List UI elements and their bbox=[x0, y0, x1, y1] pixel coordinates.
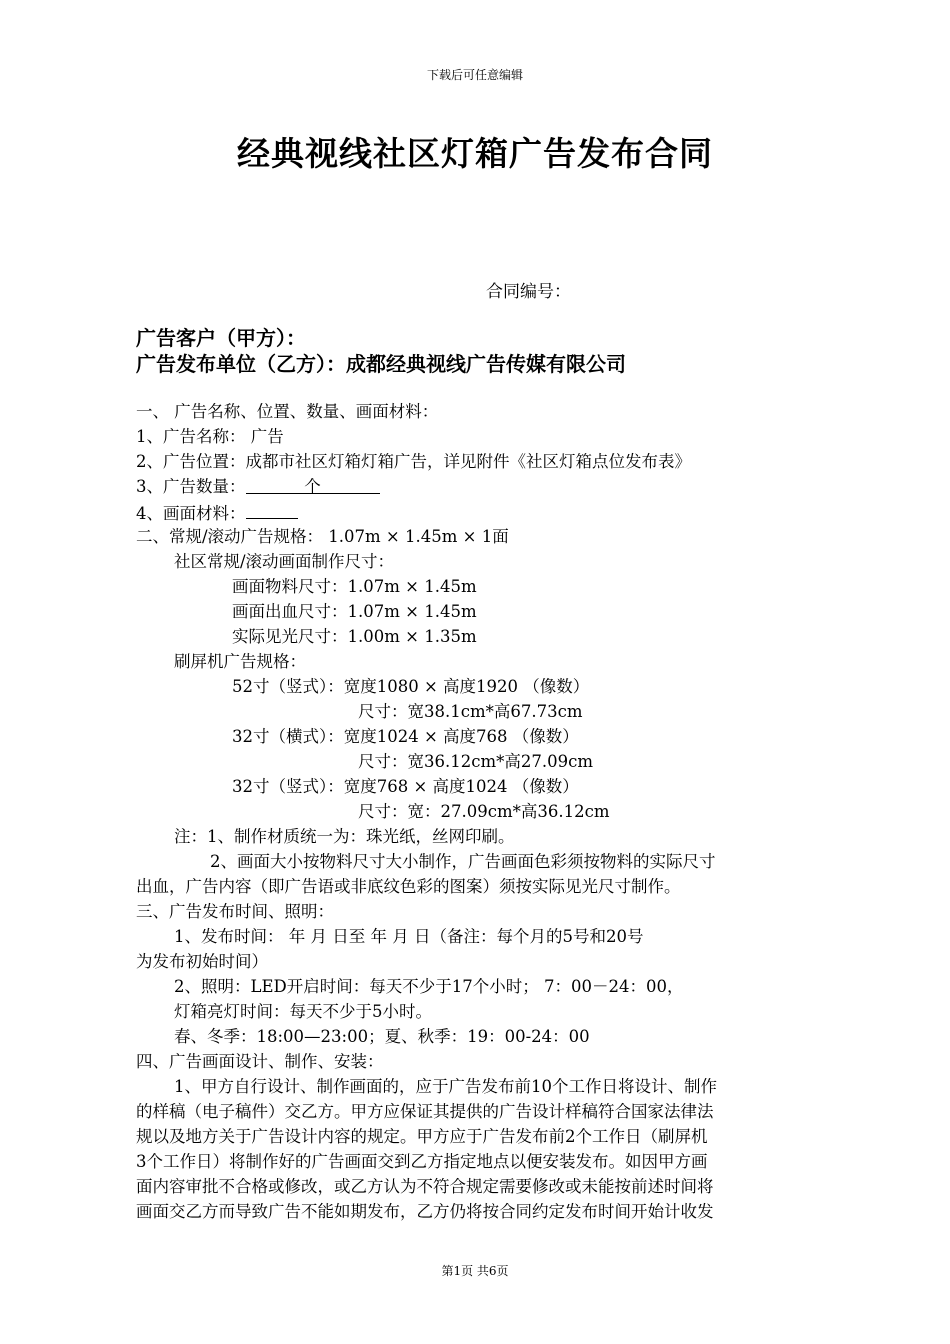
note-1: 注：1、制作材质统一为：珠光纸，丝网印刷。 bbox=[174, 827, 515, 846]
section-4-para-line-2: 的样稿（电子稿件）交乙方。甲方应保证其提供的广告设计样稿符合国家法律法 bbox=[136, 1102, 714, 1121]
screen-size-52-vertical: 尺寸：宽38.1cm*高67.73cm bbox=[358, 702, 583, 721]
publish-time-line-1: 1、发布时间： 年 月 日至 年 月 日（备注：每个月的5号和20号 bbox=[174, 927, 644, 946]
material-label: 4、画面材料： bbox=[136, 504, 246, 523]
ad-quantity-line bbox=[136, 475, 380, 499]
screen-spec-52-vertical: 52寸（竖式）：宽度1080 × 高度1920 （像数） bbox=[232, 677, 590, 696]
note-2-line-1: 2、画面大小按物料尺寸大小制作，广告画面色彩须按物料的实际尺寸 bbox=[210, 852, 716, 871]
screen-spec-32-vertical: 32寸（竖式）：宽度768 × 高度1024 （像数） bbox=[232, 777, 579, 796]
section-4-para-line-6: 画面交乙方而导致广告不能如期发布，乙方仍将按合同约定发布时间开始计收发 bbox=[136, 1202, 714, 1221]
material-line bbox=[136, 500, 298, 526]
party-a-line: 广告客户（甲方）： bbox=[136, 326, 306, 350]
section-4-para-line-1: 1、甲方自行设计、制作画面的，应于广告发布前10个工作日将设计、制作 bbox=[174, 1077, 717, 1096]
size-title: 社区常规/滚动画面制作尺寸： bbox=[174, 552, 395, 571]
section-4-para-line-5: 面内容审批不合格或修改，或乙方认为不符合规定需要修改或未能按前述时间将 bbox=[136, 1177, 714, 1196]
section-1-heading: 一、 广告名称、位置、数量、画面材料： bbox=[136, 402, 439, 421]
page-footer: 第1页 共6页 bbox=[441, 1264, 509, 1278]
section-4-para-line-3: 规以及地方关于广告设计内容的规定。甲方应于广告发布前2个工作日（刷屏机 bbox=[136, 1127, 708, 1146]
season-hours-line: 春、冬季：18:00—23:00；夏、秋季：19：00-24：00 bbox=[174, 1027, 590, 1046]
section-4-para-line-4: 3个工作日）将制作好的广告画面交到乙方指定地点以便安装发布。如因甲方画 bbox=[136, 1152, 708, 1171]
screen-spec-title: 刷屏机广告规格： bbox=[174, 652, 306, 671]
size-visible: 实际见光尺寸：1.00m × 1.35m bbox=[232, 627, 477, 646]
section-3-heading: 三、广告发布时间、照明： bbox=[136, 902, 334, 921]
screen-spec-32-horizontal: 32寸（横式）：宽度1024 × 高度768 （像数） bbox=[232, 727, 579, 746]
publish-time-line-2: 为发布初始时间） bbox=[136, 952, 268, 971]
section-4-heading: 四、广告画面设计、制作、安装： bbox=[136, 1052, 384, 1071]
lighting-line: 2、照明：LED开启时间：每天不少于17个小时； 7：00－24：00， bbox=[174, 977, 684, 996]
ad-quantity-label: 3、广告数量： bbox=[136, 477, 246, 496]
section-2-heading: 二、常规/滚动广告规格： 1.07m × 1.45m × 1面 bbox=[136, 527, 509, 546]
screen-size-32-horizontal: 尺寸：宽36.12cm*高27.09cm bbox=[358, 752, 593, 771]
ad-position-line: 2、广告位置：成都市社区灯箱灯箱广告，详见附件《社区灯箱点位发布表》 bbox=[136, 452, 691, 471]
ad-name-line: 1、广告名称： 广告 bbox=[136, 427, 284, 446]
page-header-note: 下载后可任意编辑 bbox=[426, 68, 523, 82]
contract-number-label: 合同编号： bbox=[486, 282, 571, 302]
ad-quantity-blank bbox=[246, 475, 380, 494]
note-2-line-2: 出血，广告内容（即广告语或非底纹色彩的图案）须按实际见光尺寸制作。 bbox=[136, 877, 681, 896]
screen-size-32-vertical: 尺寸：宽：27.09cm*高36.12cm bbox=[358, 802, 610, 821]
ad-quantity-unit: 个 bbox=[304, 477, 321, 496]
party-b-line: 广告发布单位（乙方）：成都经典视线广告传媒有限公司 bbox=[136, 352, 626, 376]
size-bleed: 画面出血尺寸：1.07m × 1.45m bbox=[232, 602, 477, 621]
document-title: 经典视线社区灯箱广告发布合同 bbox=[237, 134, 713, 173]
lightbox-hours-line: 灯箱亮灯时间：每天不少于5小时。 bbox=[174, 1002, 432, 1021]
material-blank bbox=[246, 500, 298, 519]
size-material: 画面物料尺寸：1.07m × 1.45m bbox=[232, 577, 477, 596]
